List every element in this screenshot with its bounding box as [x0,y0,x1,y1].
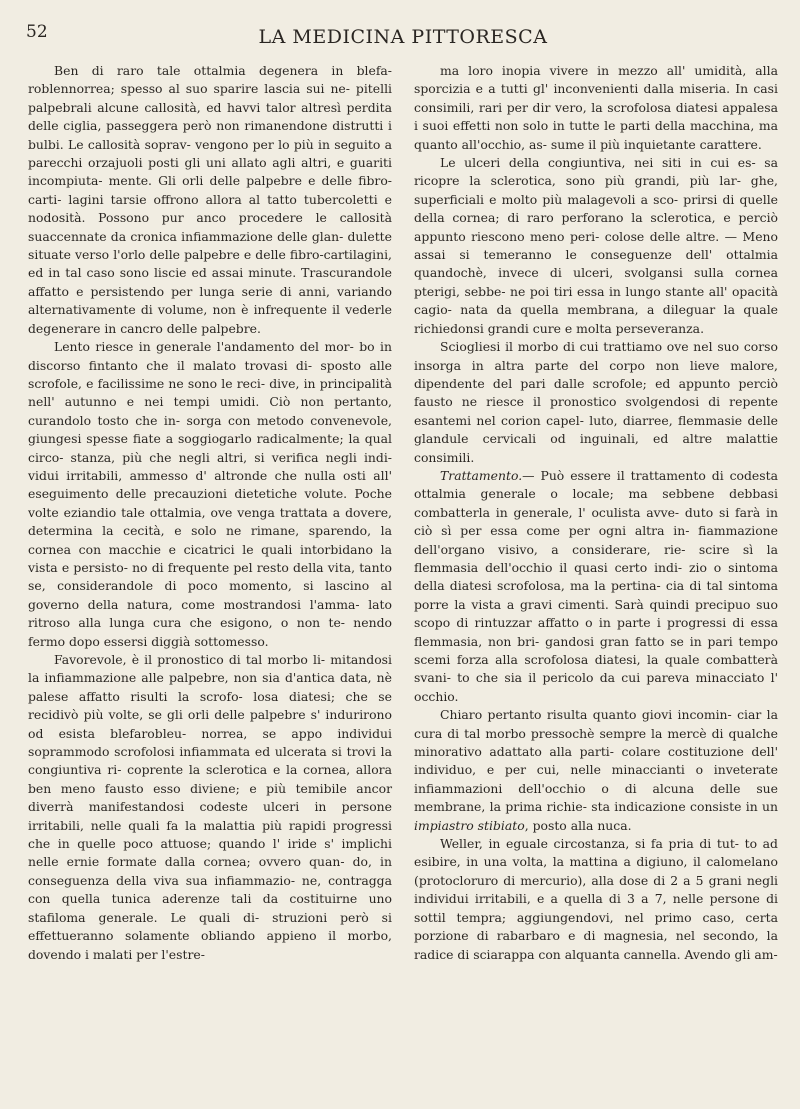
paragraph-trattamento [414,467,778,706]
paragraph: Lento riesce in generale l'andamento del mor- bo in discorso fintanto che il malato trovasi di- sposto alle scrofole, e facilissime ne sono le reci- dive, in principalità nell' autunno e nei tempi umidi. Ciò non pertanto, curandolo tosto che in- sorga con metodo convenevole, giungesi spesse fiate a soggiogarlo radicalmente; la qual circo- stanza, più che negli altri, si verifica negli indi- vidui irritabili, ammesso d' altronde che nulla osti all' eseguimento delle precauzioni dietetiche volute. Poche volte eziandio tale ottalmia, ove venga trattata a dovere, determina la cecità, e solo ne rimane, sparendo, la cornea con macchie e cicatrici le quali intorbidano la vista e persisto- no di frequente pel resto della vita, tanto se, considerandole di poco momento, si lascino al governo della natura, come mostrandosi l'amma- lato ritroso alla lunga cura che esigono, o non te- nendo fermo dopo essersi diggià sottomesso. [28,339,392,649]
paragraph-chiaro [414,706,778,835]
right-column [414,62,778,964]
section-lead: Trattamento. [440,467,523,483]
paragraph: Sciogliesi il morbo di cui trattiamo ove nel suo corso insorga in altra parte del corpo non lieve malore, dipendente del pari dalle scrofole; ed appunto perciò fausto ne riesce il pronostico svolgendosi di repente esantemi nel corion capel- luto, diarree, flemmasie delle glandule cervicali od inguinali, ed altre malattie consimili. [414,339,778,465]
paragraph: Le ulceri della congiuntiva, nei siti in cui es- sa ricopre la sclerotica, sono più grandi, più lar- ghe, superficiali e molto più malagevoli a sco- prirsi di quelle della cornea; di raro perforano la sclerotica, e perciò appunto riescono meno peri- colose delle altre. — Meno assai si temeranno le conseguenze dell' ottalmia quandochè, invece di ulceri, svolgansi sulla cornea pterigi, sebbe- ne poi tiri essa in lungo stante all' opacità cagio- nata da quella membrana, a dileguar la quale richiedonsi grandi cure e molta perseveranza. [414,155,778,336]
paragraph: ma loro inopia vivere in mezzo all' umidità, alla sporcizia e a tutti gl' inconvenienti dalla miseria. In casi consimili, rari per dir vero, la scrofolosa diatesi appalesa i suoi effetti non solo in tutte le parti della macchina, ma quanto all'occhio, as- sume il più inquietante carattere. [414,63,778,152]
paragraph: Weller, in eguale circostanza, si fa pria di tut- to ad esibire, in una volta, la mattina a digiuno, il calomelano (protocloruro di mercurio), alla dose di 2 a 5 grani negli individui irritabili, e a quella di 3 a 7, nelle persone di sottil tempra; aggiungendovi, nel primo caso, certa porzione di rabarbaro e di magnesia, nel secondo, la radice di sciarappa con alquanta cannella. Avendo gli am- [414,836,778,962]
paragraph-text: , posto alla nuca. [524,817,632,833]
emphasis-term: impiastro stibiato [414,817,525,833]
running-head: LA MEDICINA PITTORESCA [258,26,548,48]
text-columns [28,62,778,964]
page-number: 52 [26,22,48,42]
paragraph-text: Chiaro pertanto risulta quanto giovi incomin- ciar la cura di tal morbo pressochè sempre la mercè di qualche minorativo adattato alla parti- colare costituzione dell' individuo, e per cui, nelle minaccianti o inveterate infiammazioni dell'occhio o di alcuna delle sue membrane, la prima richie- sta indicazione consiste in un [414,707,778,815]
paragraph-text: — Può essere il trattamento di codesta ottalmia generale o locale; ma sebbene debbasi combatterla in generale, l' oculista avve- duto si farà in ciò sì per essa come per ogni altra in- fiammazione dell'organo visivo, a considerare, rie- scire sì la flemmasia dell'occhio il quasi certo indi- zio o sintoma della diatesi scrofolosa, ma la pertina- cia di tal sintoma porre la vista a gravi cimenti. Sarà quindi precipuo suo scopo di rintuzzar affatto o in parte i progressi di essa flemmasia, non bri- gandosi gran fatto se in pari tempo scemi forza alla scrofolosa diatesi, la quale combatterà svani- to che sia il pericolo da cui pareva minacciato l' occhio. [414,467,778,704]
paragraph: Favorevole, è il pronostico di tal morbo li- mitandosi la infiammazione alle palpebre, non sia d'antica data, nè palese affatto risulti la scrofo- losa diatesi; che se recidivò più volte, se gli orli delle palpebre s' indurirono od esista blefarobleu- norrea, se appo individui soprammodo scrofolosi infiammata ed ulcerata si trovi la congiuntiva ri- coprente la sclerotica e la cornea, allora ben meno fausto esso diviene; e più temibile ancor diverrà manifestandosi codeste ulceri in persone irritabili, nelle quali fa la malattia più rapidi progressi che in quelle poco attuose; quando l' iride s' implichi nelle ernie formate dalla cornea; ovvero quan- do, in conseguenza della viva sua infiammazio- ne, contragga con quella tunica aderenze tali da costituirne uno stafiloma generale. Le quali di- struzioni però si effettueranno solamente obliando appieno il morbo, dovendo i malati per l'estre- [28,652,392,962]
left-column [28,62,392,964]
paragraph: Ben di raro tale ottalmia degenera in blefa- roblennorrea; spesso al suo sparire lascia sui ne- pitelli palpebrali alcune callosità, ed havvi talor altresì perdita delle ciglia, passeggera però non rimanendone distrutti i bulbi. Le callosità soprav- vengono per lo più in seguito a parecchi orzajuoli posti gli uni allato agli altri, e guariti incompiuta- mente. Gli orli delle palpebre e delle fibro-carti- lagini tarsie offrono allora al tatto tubercoletti e nodosità. Possono pur anco procedere le callosità suaccennate da cronica infiammazione delle glan- dulette situate verso l'orlo delle palpebre e delle fibro-cartilagini, ed in tal caso sono liscie ed assai minute. Trascurandole affatto e persistendo per lunga serie di anni, variando alternativamente di volume, non è infrequente il vederle degenerare in cancro delle palpebre. [28,63,392,336]
